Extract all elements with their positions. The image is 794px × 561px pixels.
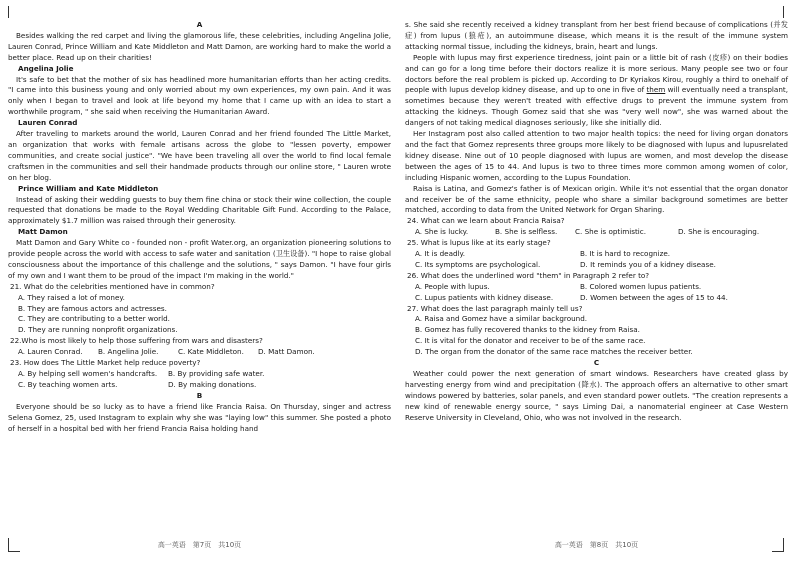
q26-option-a: A. People with lupus.: [415, 281, 490, 291]
q22-option-a: A. Lauren Conrad.: [18, 347, 83, 357]
page-8-footer: 高一英语 第8页 共10页: [554, 541, 639, 549]
jolie-paragraph: It's safe to bet that the mother of six has headlined more humanitarian efforts than her acting credits. "I came into this business young and only worried about my own experiences, my own pain. And it was only when I began to travel and look at life beyond my home that I came up with an idea to start a worthwhile program, " she said when receiving the Humanitarian Award.: [8, 74, 391, 117]
page-8: [405, 20, 788, 424]
crop-mark-top-right: [783, 6, 784, 18]
damon-paragraph: Matt Damon and Gary White co - founded non - profit Water.org, an organization pioneering solutions to provide people across the world with access to safe water and sanitation (卫生设备). "I hope to raise global consciousness about the importance of this challenge and the solutions, " says Damon. "I have four girls of my own and I want them to be proud of the impact I'm making in the world.": [8, 238, 391, 280]
q24-options: [405, 227, 788, 238]
para-b2-tail: will eventually need a transplant, sometimes because they weren't treated with effective drugs to prevent the immune system from attacking the kidneys. Though Gomez said that she was "very well now", she was warned about the dangers of not taking medical diagnoses seriously, like she initially did.: [405, 85, 788, 128]
para-b2-text: People with lupus may first experience tiredness, joint pain or a little bit of rash (皮疹) on their bodies and can go for a long time before their doctors realize it is more serious. Many people see two or four doctors before the real problem is picked up. According to Dr Kyriakos Kirou, roughly a third to onehalf of people with lupus develop kidney disease, and up to one in five of: [405, 52, 788, 95]
crop-mark-top-left: [8, 6, 9, 18]
q26-options-row2: [405, 293, 788, 304]
celebrity-name-jolie: Angelina Jolie: [18, 63, 74, 73]
q25-options-row2: [405, 260, 788, 271]
q27-option-a: A. Raisa and Gomez have a similar background.: [415, 314, 588, 324]
q21-option-d: D. They are running nonprofit organizations.: [18, 325, 178, 335]
q22-options: [8, 347, 391, 358]
q25-option-c: C. Its symptoms are psychological.: [415, 259, 541, 269]
royals-paragraph: Instead of asking their wedding guests to buy them fine china or stock their wine collection, the couple requested that donations be made to the Royal Wedding Charitable Gift Fund. According to the Palace, approximately $1.7 million was raised through their generosity.: [8, 194, 391, 226]
q22-option-b: B. Angelina Jolie.: [98, 347, 159, 357]
q24-option-a: A. She is lucky.: [415, 227, 469, 237]
page-7: [8, 20, 391, 434]
q25-option-b: B. It is hard to recognize.: [580, 249, 671, 259]
question-23: 23. How does The Little Market help reduce poverty?: [10, 358, 201, 368]
q24-option-b: B. She is selfless.: [495, 227, 558, 237]
underlined-word-them: them: [646, 85, 666, 95]
q23-options-row1: [8, 369, 391, 380]
crop-mark-bottom-left-h: [8, 551, 20, 552]
q23-option-d: D. By making donations.: [168, 379, 257, 389]
conrad-paragraph: After traveling to markets around the world, Lauren Conrad and her friend founded The Little Market, an organization that works with female artisans across the globe to "lessen poverty, empower communities, and create social justice". "We have been traveling all over the world to find local female craftsmen in the communities and sell their handmade products through our online store, " Lauren wrote on her blog.: [8, 129, 391, 182]
passage-b-paragraph-4: Raisa is Latina, and Gomez's father is of Mexican origin. While it's not essential that the organ donator and receiver be of the same ethnicity, people who share a similar background sometimes are better matched, according to data from the United Network for Organ Sharing.: [405, 183, 788, 215]
celebrity-name-conrad: Lauren Conrad: [18, 118, 78, 128]
question-25: 25. What is lupus like at its early stage?: [407, 238, 551, 248]
q21-option-a: A. They raised a lot of money.: [18, 292, 125, 302]
question-21: 21. What do the celebrities mentioned have in common?: [10, 281, 215, 291]
section-c-heading: C: [593, 358, 600, 368]
section-a-heading: A: [196, 20, 203, 29]
q27-option-d: D. The organ from the donator of the same race matches the receiver better.: [415, 347, 693, 357]
q24-option-c: C. She is optimistic.: [575, 227, 647, 237]
q23-option-b: B. By providing safe water.: [168, 369, 265, 378]
q25-options-row1: [405, 249, 788, 260]
celebrity-name-royals: Prince William and Kate Middleton: [18, 183, 159, 193]
page-7-footer: 高一英语 第7页 共10页: [157, 541, 242, 549]
q25-option-a: A. It is deadly.: [415, 249, 466, 259]
passage-c-paragraph-1: Weather could power the next generation of smart windows. Researchers have created glass by harvesting energy from wind and precipitation (降水). The approach offers an alternative to other smart windows powered by batteries, solar panels, and even standard power outlets. "The creation represents a new kind of renewable energy source, " says Liming Dai, a nanomaterial engineer at Case Western Reserve University in Cleveland, Ohio, who was not involved in the research.: [405, 369, 788, 422]
question-24: 24. What can we learn about Francia Raisa?: [407, 216, 565, 226]
q27-option-c: C. It is vital for the donator and receiver to be of the same race.: [415, 336, 646, 346]
q22-option-c: C. Kate Middleton.: [178, 347, 244, 357]
q26-option-c: C. Lupus patients with kidney disease.: [415, 292, 554, 302]
q25-option-d: D. It reminds you of a kidney disease.: [580, 259, 716, 269]
q23-option-c: C. By teaching women arts.: [18, 379, 118, 389]
q27-option-b: B. Gomez has fully recovered thanks to the kidney from Raisa.: [415, 325, 640, 335]
question-27: 27. What does the last paragraph mainly tell us?: [407, 303, 583, 313]
passage-b-paragraph-3: Her Instagram post also called attention to two major health topics: the need for living organ donators and the fact that Gomez represents three groups more likely to be diagnosed with lupus and lupusrelated kidney disease. Nine out of 10 people diagnosed with lupus are women, and most develop the disease between the ages of 15 to 44. And lupus is two to three times more common among women of color, including Hispanic women, according to the Lupus Foundation.: [405, 129, 788, 182]
passage-b-paragraph-1: Everyone should be so lucky as to have a friend like Francia Raisa. On Thursday, singer and actress Selena Gomez, 25, used Instagram to explain why she was "laying low" this summer. She posted a photo of herself in a hospital bed with her friend Francia Raisa holding hand: [8, 401, 391, 433]
celebrity-name-damon: Matt Damon: [18, 227, 68, 237]
q26-option-d: D. Women between the ages of 15 to 44.: [580, 292, 728, 302]
passage-b-paragraph-2: [405, 53, 788, 129]
question-22: 22.Who is most likely to help those suffering from wars and disasters?: [10, 336, 263, 346]
q26-options-row1: [405, 282, 788, 293]
q23-option-a: A. By helping sell women's handcrafts.: [18, 369, 158, 378]
q21-option-b: B. They are famous actors and actresses.: [18, 303, 167, 313]
q26-option-b: B. Colored women lupus patients.: [580, 281, 702, 291]
intro-paragraph: Besides walking the red carpet and living the glamorous life, these celebrities, including Angelina Jolie, Lauren Conrad, Prince William and Kate Middleton and Matt Damon, are working hard to make the world a better place. Read up on their charities!: [8, 30, 391, 62]
section-b-heading: B: [196, 390, 203, 400]
q22-option-d: D. Matt Damon.: [258, 347, 315, 357]
question-26: 26. What does the underlined word "them" in Paragraph 2 refer to?: [407, 270, 650, 280]
q23-options-row2: [8, 380, 391, 391]
crop-mark-bottom-right-h: [772, 551, 784, 552]
q21-option-c: C. They are contributing to a better world.: [18, 314, 170, 324]
q24-option-d: D. She is encouraging.: [678, 227, 760, 237]
passage-b-continued: s. She said she recently received a kidney transplant from her best friend because of complications (并发症) from lupus (狼疮), an autoimmune disease, which means it is the result of the immune system attacking normal tissue, including the kidneys, brain, heart and lungs.: [405, 20, 788, 51]
